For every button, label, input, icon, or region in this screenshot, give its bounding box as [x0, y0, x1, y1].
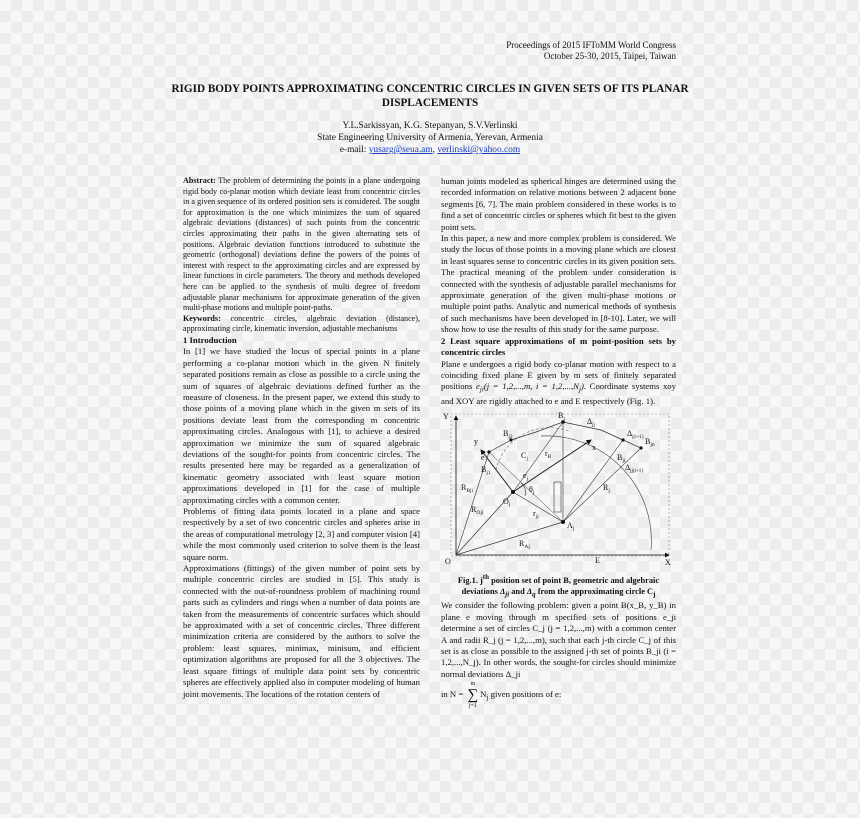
- point-bj1: [487, 450, 490, 453]
- caption-c: from the approximating circle C: [535, 586, 654, 596]
- vector-x-axis-local: [513, 440, 591, 492]
- label-delta-j-i1: $\Delta_{j(i+1)}$: [627, 428, 644, 440]
- caption-sup: th: [482, 572, 490, 581]
- label-delta-jj-i1: $\Delta_{jj(i+1)}$: [625, 462, 643, 474]
- vector-r-aj: [456, 522, 563, 555]
- abstract: [183, 176, 420, 314]
- caption-c-sub: j: [653, 590, 656, 599]
- sum-symbol: m ∑ j=1: [467, 681, 479, 710]
- label-ROj: $R_{Oji}$: [471, 504, 484, 516]
- radius-rj-4: [489, 452, 563, 522]
- eq-text-b: given positions of e:: [488, 689, 562, 700]
- section-1-heading: 1 Introduction: [183, 334, 237, 345]
- header-line-2: October 25-30, 2015, Taipei, Taiwan: [543, 51, 676, 61]
- email-label: e-mail:: [339, 145, 369, 155]
- label-O: O: [445, 556, 451, 566]
- proceedings-header: [506, 40, 676, 62]
- approximating-circle-arc: [541, 436, 651, 550]
- point-oj: [511, 490, 515, 494]
- author-affiliation: State Engineering University of Armenia, Yerevan, Armenia: [317, 133, 543, 143]
- abstract-label: Abstract:: [183, 176, 216, 185]
- caption-and: and: [509, 586, 527, 596]
- intro-paragraph-3: Approximations (fittings) of the given number of point sets by multiple concentric circles are studied in [5]. This study is connected with the out-of-roundness problem of machining round parts such as cylinders and rings when a number of data points are taken from the measurements of concentric surfaces which should be approximated with a set of concentric circles. Three different minimization criteria are considered by the authors to solve the problem: least squares, minimax, minisum, and efficient optimization algorithms are proposed for all the 3 objectives. The least square fittings of multiple data point sets by concentric spheres are effectively applied also in computer modeling of human joint movements. The locations of the rotation centers of: [183, 563, 420, 699]
- label-Bj2: $B_{j2}$: [503, 428, 513, 440]
- label-Bj1: $B_{j1}$: [481, 464, 491, 476]
- s2p1-e: e: [475, 381, 480, 392]
- label-rB: $r_B$: [545, 448, 552, 460]
- s2p1-text-b: Coordinate systems xoy and XOY are rigidly attached to e and E respectively (Fig. 1).: [441, 381, 676, 407]
- label-Oj: $O_j$: [503, 496, 511, 508]
- email-separator: ,: [432, 145, 438, 155]
- figure-1-caption: [441, 572, 676, 600]
- label-E: E: [595, 555, 600, 565]
- caption-b: position set of point B, geometric and algebraic deviations: [461, 575, 660, 596]
- keywords: [183, 314, 420, 335]
- caption-delta-2: $\Delta_q$: [526, 586, 536, 599]
- caption-a: Fig.1. j: [457, 575, 483, 585]
- label-Aj: $A_j$: [567, 520, 575, 532]
- keywords-text: concentric circles, algebraic deviation (distance), approximating circle, kinematic inversion, adjustable mechanisms: [183, 313, 420, 334]
- s2p1-range: (j = 1,2,...,m, i = 1,2,...,N: [483, 381, 579, 392]
- email-link-1[interactable]: yusarg@seua.am: [368, 145, 433, 155]
- label-RBj: $R_{Bji}$: [461, 482, 474, 494]
- section-2-paragraph-2: We consider the following problem: given a point B(x_B, y_B) in plane e moving through m specified sets of positions e_ji determine a set of circles C_j (j = 1,2,...,m) with a common center A and radii R_j (j = 1,2,...,m), such that each j-th circle C_j of this set is as close as possible to the assigned j-th set of points B_ji (i = 1,2,...,N_j). In other words, the sought-for circles should minimize normal deviations Δ_ji: [441, 600, 676, 679]
- label-Rj: $R_j$: [603, 482, 610, 494]
- radius-rj-2: [563, 448, 641, 522]
- s2p1-close: ).: [580, 381, 587, 392]
- intro-paragraph-5: In this paper, a new and more complex problem is considered. We study the locus of those points in a moving plane which are closest in least squares sense to concentric circles in its given position sets. The practical meaning of the problem under consideration is connected with the synthesis of adjustable parallel mechanisms for approximate generation of the given multi-phase motions or multiple point paths. Analytic and numerical methods of synthesis of such mechanisms have been developed in [8-10]. Later, we will show how to use the results of this study for the same purpose.: [441, 233, 676, 335]
- label-ej: $e_j$: [523, 470, 529, 482]
- section-2-paragraph-1: [441, 359, 676, 408]
- author-names: Y.L.Sarkissyan, K.G. Stepanyan, S.V.Verlinski: [342, 121, 518, 131]
- eq-text-a: in N =: [441, 689, 464, 700]
- label-e: e: [481, 452, 485, 462]
- label-y: y: [474, 436, 478, 446]
- abstract-text: The problem of determining the points in a plane undergoing rigid body co-planar motion which deviate least from concentric circles in a given sequence of its ordered position sets is considered. The sought for approximation is the one which minimizes the sum of squared algebraic deviations (distances) of such points from the concentric circles approximating their paths in the given alternating sets of positions. Algebraic deviation functions introduced to substitute the geometric (orthogonal) deviations define the powers of the points of interest with respect to the approximating circles and are expressed by linear functions in circle parameters. The theory and methods developed here can be applied to the synthesis of multi degree of freedom adjustable planar mechanisms for approximate generation of the given multi-phase motions and multiple point-paths.: [183, 176, 420, 313]
- right-column: [441, 176, 676, 710]
- s2p1-sub2: j: [578, 386, 581, 395]
- s2p1-text-a: Plane e undergoes a rigid body co-planar motion with respect to a coinciding fixed plane E given by m sets of finitely separated positions: [441, 358, 676, 392]
- equation-line: [441, 680, 676, 710]
- label-Y: Y: [443, 411, 449, 421]
- label-Cj: $C_j$: [521, 450, 528, 462]
- label-delta-jj: $\Delta_{jj}$: [587, 416, 595, 428]
- eq-term: N: [480, 689, 487, 700]
- angle-theta: [521, 483, 526, 496]
- label-Bji: $B_{ji}$: [617, 452, 626, 464]
- point-aj: [561, 520, 565, 524]
- label-rho: $r_{ji}$: [533, 508, 539, 520]
- point-bji: [621, 438, 624, 441]
- label-Bj: $B_j$: [558, 410, 565, 422]
- paper-title: RIGID BODY POINTS APPROXIMATING CONCENTRIC CIRCLES IN GIVEN SETS OF ITS PLANAR DISPLACEMENTS: [171, 83, 689, 109]
- s2p1-math: [475, 381, 587, 395]
- label-x: x: [592, 442, 596, 452]
- caption-delta-1: $\Delta_{ji}$: [499, 586, 510, 599]
- label-theta: $\theta_j$: [529, 484, 535, 496]
- intro-paragraph-2: Problems of fitting data points located in a plane and space respectively by a set of two concentric circles and spheres arise in the areas of computational metrology [2, 3] and computer vision [4] while the most commonly used criterion to solve them is the least square norm.: [183, 506, 420, 562]
- intro-paragraph-4: human joints modeled as spherical hinges are determined using the recorded information on relative motions between 2 adjacent bone segments [6, 7]. The main problem considered in these works is to find a set of concentric circles or spheres which fit best to the given point sets.: [441, 176, 676, 232]
- eq-term-sub: j: [486, 693, 489, 702]
- keywords-label: Keywords:: [183, 313, 221, 323]
- label-RAj: $R_{Aj}$: [519, 538, 530, 550]
- intro-paragraph-1: In [1] we have studied the locus of special points in a plane performing a co-planar motion which in the given N finitely separated positions remain as close as possible to a circle using the sum of squares of algebraic deviations defined further as the measure of closeness. In the present paper, we extend this study to those points of a moving plane which in the given m sets of its positions deviate least from the corresponding m concentric approximating circles. Analogous with [1], to achieve a desired approximation we minimize the sum of squared algebraic deviations of the sought-for points from concentric circles. The results presented here may be regarded as a generalization of kinematic geometry associated with least square motion approximations developed in [1] for the case of multiple approximating circles with a common center.: [183, 346, 420, 505]
- author-block: [200, 120, 660, 156]
- point-bjn: [639, 446, 642, 449]
- s2p1-sub: ji: [479, 386, 484, 395]
- left-column: [183, 176, 420, 700]
- email-link-2[interactable]: verlinski@yahoo.com: [437, 145, 521, 155]
- slider-block: [554, 482, 561, 512]
- header-line-1: Proceedings of 2015 IFToMM World Congress: [506, 40, 676, 50]
- label-X: X: [665, 557, 671, 567]
- label-Bjn: $B_{jn}$: [645, 436, 655, 448]
- figure-1-diagram: [441, 410, 676, 568]
- section-2-heading: 2 Least square approximations of m point-position sets by concentric circles: [441, 335, 676, 358]
- author-emails: [200, 144, 660, 156]
